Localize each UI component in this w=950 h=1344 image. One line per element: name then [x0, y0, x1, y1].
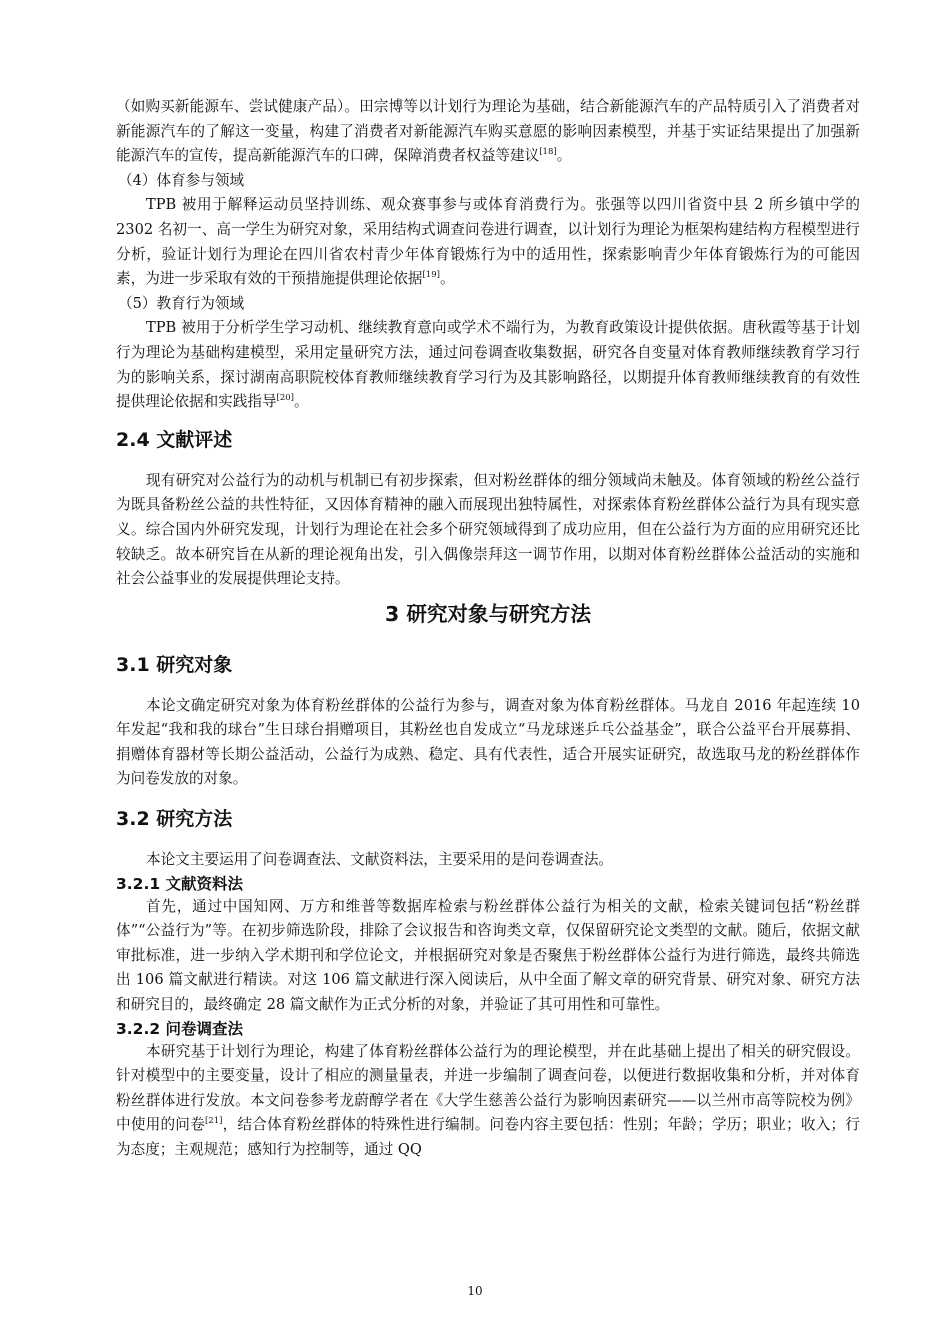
- citation-20: [20]: [276, 393, 294, 404]
- chapter-heading-3: 3 研究对象与研究方法: [385, 601, 591, 626]
- section-heading-3-1: 3.1 研究对象: [116, 653, 233, 676]
- paragraph-sports: TPB 被用于解释运动员坚持训练、观众赛事参与或体育消费行为。张强等以四川省资中县 2 所乡镇中学的 2302 名初一、高一学生为研究对象，采用结构式调查问卷进行调查，以计划行为理论为框架构建结构方程模型进行分析，验证计划行为理论在四川省农村青少年体育锻炼行为中的适用性，探索影响青少年体育锻炼行为的可能因素，为进一步采取有效的干预措施提供理论依据[19]。: [116, 196, 860, 288]
- section-heading-2-4: 2.4 文献评述: [116, 428, 233, 451]
- paragraph-questionnaire-method: 本研究基于计划行为理论，构建了体育粉丝群体公益行为的理论模型，并在此基础上提出了相关的研究假设。针对模型中的主要变量，设计了相应的测量量表，并进一步编制了调查问卷，以便进行数据收集和分析，并对体育粉丝群体进行发放。本文问卷参考龙蔚醇学者在《大学生慈善公益行为影响因素研究——以兰州市高等院校为例》中使用的问卷[21]，结合体育粉丝群体的特殊性进行编制。问卷内容主要包括：性别；年龄；学历；职业；收入；行为态度；主观规范；感知行为控制等，通过 QQ: [116, 1042, 860, 1158]
- paragraph-research-object: 本论文确定研究对象为体育粉丝群体的公益行为参与，调查对象为体育粉丝群体。马龙自 2016 年起连续 10 年发起“我和我的球台”生日球台捐赠项目，其粉丝也自发成立“马龙球迷乒乓公益基金”，联合公益平台开展募捐、捐赠体育器材等长期公益活动，公益行为成熟、稳定、具有代表性，适合开展实证研究，故选取马龙的粉丝群体作为问卷发放的对象。: [116, 696, 860, 788]
- paragraph-vehicles: （如购买新能源车、尝试健康产品）。田宗博等以计划行为理论为基础，结合新能源汽车的产品特质引入了消费者对新能源汽车的了解这一变量，构建了消费者对新能源汽车购买意愿的影响因素模型，并基于实证结果提出了加强新能源汽车的宣传，提高新能源汽车的口碑，保障消费者权益等建议[18]。: [116, 98, 860, 165]
- subsection-heading-3-2-1: 3.2.1 文献资料法: [116, 874, 244, 893]
- subsection-heading-3-2-2: 3.2.2 问卷调查法: [116, 1019, 244, 1038]
- paragraph-literature-method: 首先，通过中国知网、万方和维普等数据库检索与粉丝群体公益行为相关的文献，检索关键词包括“粉丝群体”“公益行为”等。在初步筛选阶段，排除了会议报告和咨询类文章，仅保留研究论文类型的文献。随后，依据文献审批标准，进一步纳入学术期刊和学位论文，并根据研究对象是否聚焦于粉丝群体公益行为进行筛选，最终共筛选出 106 篇文献进行精读。对这 106 篇文献进行深入阅读后，从中全面了解文章的研究背景、研究对象、研究方法和研究目的，最终确定 28 篇文献作为正式分析的对象，并验证了其可用性和可靠性。: [116, 897, 860, 1014]
- citation-21: [21]: [204, 1116, 223, 1127]
- citation-18: [18]: [539, 147, 557, 158]
- subheading-education: （5）教育行为领域: [118, 294, 245, 312]
- paragraph-education: TPB 被用于分析学生学习动机、继续教育意向或学术不端行为，为教育政策设计提供依据。唐秋霞等基于计划行为理论为基础构建模型，采用定量研究方法，通过问卷调查收集数据，研究各自变量对体育教师继续教育学习行为的影响关系，探讨湖南高职院校体育教师继续教育学习行为及其影响路径，以期提升体育教师继续教育的有效性提供理论依据和实践指导[20]。: [116, 319, 860, 411]
- citation-19: [19]: [422, 270, 440, 281]
- page-body: [116, 95, 860, 1163]
- page-number: 10: [467, 1284, 483, 1298]
- section-heading-3-2: 3.2 研究方法: [116, 808, 233, 831]
- paragraph-research-methods: 本论文主要运用了问卷调查法、文献资料法，主要采用的是问卷调查法。: [146, 851, 614, 869]
- subheading-sports: （4）体育参与领域: [118, 171, 245, 189]
- paragraph-literature-review: 现有研究对公益行为的动机与机制已有初步探索，但对粉丝群体的细分领域尚未触及。体育领域的粉丝公益行为既具备粉丝公益的共性特征，又因体育精神的融入而展现出独特属性，对探索体育粉丝群体公益行为具有现实意义。综合国内外研究发现，计划行为理论在社会多个研究领域得到了成功应用，但在公益行为方面的应用研究还比较缺乏。故本研究旨在从新的理论视角出发，引入偶像崇拜这一调节作用，以期对体育粉丝群体公益活动的实施和社会公益事业的发展提供理论支持。: [116, 471, 860, 588]
